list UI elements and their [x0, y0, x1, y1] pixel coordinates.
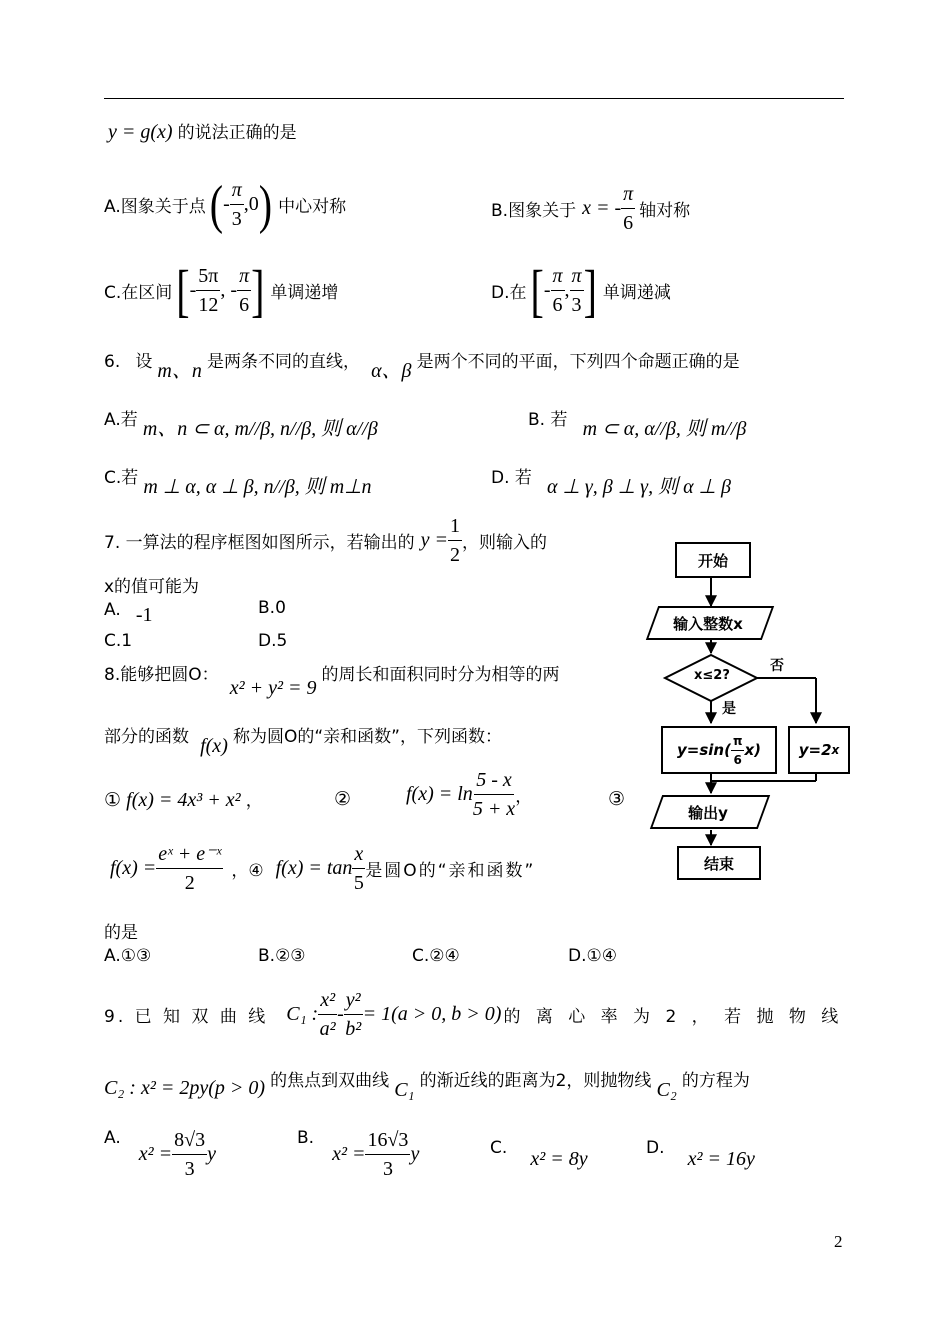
header-rule [104, 98, 844, 99]
flow-cond: x≤2? [694, 668, 730, 683]
q7-num: 1 [448, 514, 462, 541]
page-number: 2 [834, 1232, 843, 1251]
q6-option-b [528, 402, 747, 440]
q5-c-den2: 6 [239, 294, 250, 316]
q8-f1-mark: ① [104, 789, 122, 811]
q5-a-tail: ,0 [243, 193, 259, 215]
q9-c1b: C₁ [394, 1079, 415, 1101]
flow-input: 输入整数x [673, 614, 743, 633]
q9-a-frac [172, 1128, 207, 1181]
q9-d-label: D. [646, 1138, 665, 1158]
flow-sin-post: x) [744, 741, 761, 759]
q6-stem-m1: m、n [157, 360, 202, 382]
q8-f1-math: f(x) = 4x³ + x² [126, 789, 241, 811]
q8-f4-pre: f(x) = tan [275, 857, 353, 879]
q6-stem [104, 344, 740, 382]
q8-f3-frac [156, 842, 223, 895]
bracket-left: [ [530, 257, 544, 324]
q6-option-d [491, 460, 731, 498]
q7-a-val: -1 [135, 604, 153, 626]
line-g [108, 118, 297, 144]
q5-c-frac1 [196, 264, 220, 317]
q8-f2-mark: ② [334, 788, 352, 810]
q8-line2a: 部分的函数 [104, 727, 189, 747]
q8-f4-frac [352, 842, 365, 895]
q5-d-mid: , [564, 279, 570, 301]
q9-c2b: C₂ [656, 1079, 677, 1101]
q8-option-d: D.①④ [568, 946, 617, 966]
flow-pow-box [788, 726, 850, 774]
q5-b-math: x = - [582, 197, 622, 219]
bracket-left: [ [176, 257, 190, 324]
q6-d-math: α ⊥ γ, β ⊥ γ, 则 α ⊥ β [547, 476, 731, 498]
q5-d-frac2 [570, 264, 584, 317]
paren-left: ( [209, 174, 224, 235]
q5-c-frac2 [237, 264, 251, 317]
q8-f2-pre: f(x) = ln [406, 783, 473, 805]
q8-line1 [104, 660, 560, 699]
q5-d-frac1 [551, 264, 565, 317]
q9-eq: = 1(a > 0, b > 0) [362, 1003, 502, 1025]
q9-a-post: y [207, 1143, 216, 1165]
q8-option-b: B.②③ [258, 946, 306, 966]
q5-a-den: 3 [231, 208, 242, 230]
q6-c-label: C.若 [104, 468, 139, 488]
q6-b-math: m ⊂ α, α//β, 则 m//β [582, 418, 747, 440]
q9-line2m: C₂ : x² = 2py(p > 0) [104, 1077, 266, 1099]
q9-frac1 [318, 988, 337, 1041]
q7-math: y = [420, 529, 448, 551]
q8-f2-tail: ， [515, 787, 533, 807]
q5-d-after: 单调递减 [602, 283, 671, 303]
q8-line1a: 8.能够把圆O： [104, 665, 219, 685]
flow-sin-den: 6 [733, 752, 742, 767]
q9-c1: C₁ : [286, 1003, 319, 1025]
q6-stem-b: 是两条不同的直线， [206, 352, 360, 372]
q9-b-num: 16√3 [365, 1128, 410, 1155]
q8-f3-pre: f(x) = [110, 857, 157, 879]
q6-c-math: m ⊥ α, α ⊥ β, n//β, 则 m⊥n [143, 476, 372, 498]
q8-option-a: A.①③ [104, 946, 152, 966]
q8-line1b: 的周长和面积同时分为相等的两 [321, 665, 560, 685]
q7-option-b: B.0 [258, 598, 286, 618]
q6-a-math: m、n ⊂ α, m//β, n//β, 则 α//β [142, 418, 378, 440]
q9-line1a: 9. 已 知 双 曲 线 [104, 1007, 269, 1027]
q5-b-den: 6 [623, 212, 634, 234]
q9-option-c [490, 1136, 588, 1170]
q7-stem-tail: ，则输入的 [462, 533, 547, 553]
q9-a-den: 3 [184, 1158, 195, 1180]
q5-a-lead: - [223, 193, 230, 215]
q5-d-den1: 6 [552, 294, 563, 316]
q5-b-label: B.图象关于 [491, 201, 577, 221]
q5-d-den2: 3 [571, 294, 582, 316]
flow-start: 开始 [675, 542, 751, 578]
q9-d2: b² [345, 1018, 362, 1040]
flow-output: 输出y [688, 803, 728, 822]
q6-stem-a: 设 [135, 352, 153, 372]
q9-d1: a² [319, 1018, 336, 1040]
q8-f3-den: 2 [184, 872, 195, 894]
q7-stem [104, 514, 547, 567]
flow-sin-pre: y=sin( [677, 741, 731, 759]
flow-pow-sup: x [831, 743, 840, 757]
q8-f3-tail: ，④ [231, 861, 264, 881]
q9-a-num: 8√3 [172, 1128, 207, 1155]
q9-line2a: 的焦点到双曲线 [270, 1071, 390, 1091]
q7-line2: x的值可能为 [104, 577, 200, 597]
flowchart-lines [640, 540, 860, 885]
q8-f4-tail: 是圆O的“亲和函数” [365, 861, 536, 881]
q9-line2b: 的渐近线的距离为2，则抛物线 [419, 1071, 652, 1091]
q9-minus: - [337, 1003, 344, 1025]
q5-a-num: π [230, 178, 244, 205]
q6-stem-m2: α、β [371, 360, 412, 382]
flow-end: 结束 [677, 846, 761, 880]
flow-no: 否 [770, 658, 784, 674]
q9-b-den: 3 [382, 1158, 393, 1180]
q6-d-label: D. 若 [491, 468, 532, 488]
q6-b-label: B. 若 [528, 410, 568, 430]
q6-option-c [104, 460, 372, 498]
q9-n1: x² [318, 988, 337, 1015]
q6-num: 6. [104, 352, 121, 372]
q5-c-num1: 5π [196, 264, 220, 291]
q6-a-label: A.若 [104, 410, 138, 430]
q5-option-a [104, 174, 347, 235]
q9-b-post: y [410, 1143, 420, 1165]
q8-f4-num: x [352, 842, 365, 869]
q9-a-label: A. [104, 1128, 121, 1148]
q5-c-num2: π [237, 264, 251, 291]
q8-option-c: C.②④ [412, 946, 460, 966]
bracket-right: ] [251, 257, 265, 324]
q5-option-d [491, 257, 671, 324]
q8-line2 [104, 722, 502, 757]
q5-a-frac [230, 178, 244, 231]
q8-f2 [406, 768, 532, 821]
q9-option-a [104, 1128, 216, 1181]
q5-option-b [491, 182, 690, 235]
q9-line2c: 的方程为 [681, 1071, 750, 1091]
q7-den: 2 [450, 544, 460, 566]
q9-option-d [646, 1136, 755, 1170]
q8-f3-f4 [110, 842, 535, 895]
q5-c-lead: - [189, 279, 197, 301]
q9-frac2 [344, 988, 363, 1041]
q5-c-after: 单调递增 [270, 283, 339, 303]
q6-stem-c: 是两个不同的平面，下列四个命题正确的是 [416, 352, 740, 372]
q9-n2: y² [344, 988, 363, 1015]
q8-line-last: 的是 [104, 923, 138, 943]
q5-a-after: 中心对称 [278, 197, 347, 217]
q5-a-label: A.图象关于点 [104, 197, 206, 217]
q9-b-frac [365, 1128, 410, 1181]
q8-f1-tail: ， [245, 791, 263, 811]
q5-c-mid: , - [220, 279, 238, 301]
q5-d-lead: - [543, 279, 551, 301]
g-text: 的说法正确的是 [177, 123, 297, 143]
q8-f1 [104, 786, 263, 812]
q5-d-num1: π [551, 264, 565, 291]
g-math: y = g(x) [108, 121, 173, 143]
q5-option-c [104, 257, 339, 324]
q5-d-num2: π [570, 264, 584, 291]
q8-f3-num: eˣ + e⁻ˣ [156, 842, 223, 869]
q8-line2b: 称为圆O的“亲和函数”，下列函数： [232, 727, 502, 747]
q7-a-label: A. [104, 600, 121, 620]
q5-c-den1: 12 [198, 294, 219, 316]
q8-f2-num: 5 - x [474, 768, 514, 795]
q7-stem-text: 7. 一算法的程序框图如图所示，若输出的 [104, 533, 415, 553]
q7-option-d: D.5 [258, 631, 288, 651]
flow-pow-pre: y=2 [798, 741, 832, 759]
q9-d-math: x² = 16y [687, 1148, 755, 1170]
q7-option-a [104, 598, 153, 626]
bracket-right: ] [583, 257, 597, 324]
q5-b-frac [621, 182, 635, 235]
q9-c-label: C. [490, 1138, 508, 1158]
q9-option-b [297, 1128, 419, 1181]
flow-sin-box [661, 726, 777, 774]
q9-line1b: 的 离 心 率 为 2 ， 若 抛 物 线 [503, 1007, 844, 1027]
q9-c-math: x² = 8y [530, 1148, 588, 1170]
q5-b-num: π [621, 182, 635, 209]
paren-right: ) [258, 174, 273, 235]
q7-frac [448, 514, 462, 567]
q8-line1m: x² + y² = 9 [229, 677, 317, 699]
q9-a-pre: x² = [138, 1143, 173, 1165]
q9-line1 [104, 988, 846, 1041]
q7-option-c: C.1 [104, 631, 133, 651]
q8-line2m: f(x) [200, 735, 228, 757]
flow-sin-num: π [731, 734, 745, 751]
q9-b-pre: x² = [332, 1143, 366, 1165]
flow-sin-frac [731, 734, 745, 767]
q6-option-a [104, 402, 378, 440]
q9-line2 [104, 1066, 750, 1101]
q5-c-label: C.在区间 [104, 283, 173, 303]
q5-d-label: D.在 [491, 283, 527, 303]
q5-b-after: 轴对称 [639, 201, 691, 221]
q8-f3-mark: ③ [608, 788, 626, 810]
q9-b-label: B. [297, 1128, 315, 1148]
q8-f4-den: 5 [353, 872, 364, 894]
q8-f2-den: 5 + x [472, 798, 516, 820]
q8-f2-frac [473, 768, 515, 821]
flow-yes: 是 [722, 701, 736, 717]
